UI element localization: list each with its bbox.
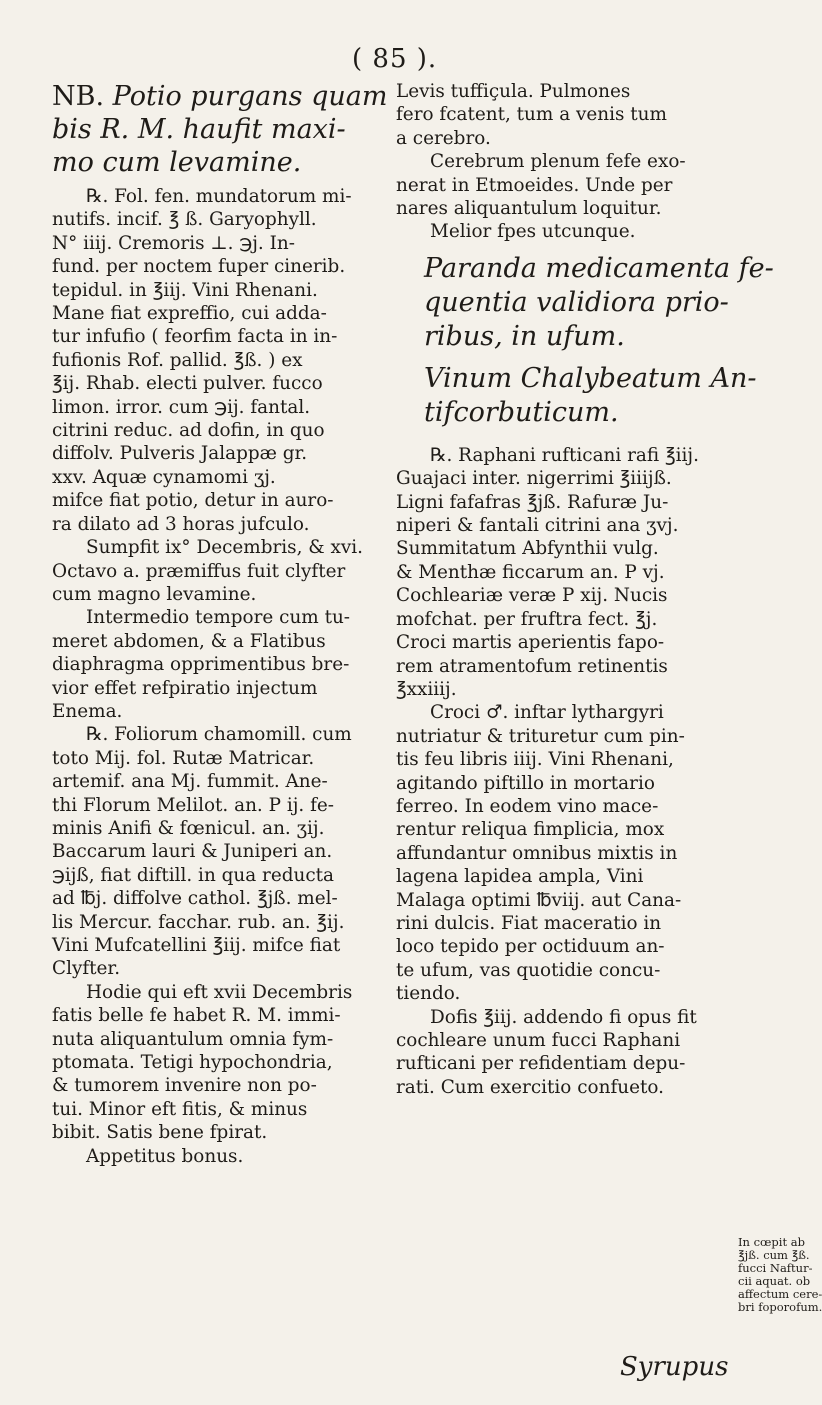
text-line: ferreo. In eodem vino mace- (396, 795, 659, 817)
heading-line: bis R. M. haufit maxi- (52, 114, 346, 145)
text-line: Cochleariæ veræ P xij. Nucis (396, 585, 668, 607)
text-line: Clyfter. (52, 958, 121, 980)
note-line: ℥jß. cum ℥ß. (738, 1248, 810, 1262)
text-line: ℈ijß, fiat diftill. in qua reducta (52, 864, 335, 886)
text-line: bibit. Satis bene fpirat. (52, 1122, 268, 1144)
text-line: diaphragma opprimentibus bre- (52, 654, 350, 676)
text-line: fund. per noctem fuper cinerib. (52, 256, 346, 278)
text-line: ℞. Fol. fen. mundatorum mi- (86, 186, 352, 207)
text-line: Intermedio tempore cum tu- (86, 607, 351, 629)
text-line: ptomata. Tetigi hypochondria, (52, 1052, 333, 1074)
text-line: ℥ij. Rhab. electi pulver. fucco (52, 373, 323, 395)
heading-line: Potio purgans quam (112, 81, 388, 112)
text-line: ℞. Raphani rufticani rafi ℥iij. (430, 444, 699, 466)
paragraph-tussicula (396, 80, 726, 150)
page-number: ( 85 ). (352, 44, 438, 74)
text-line: fatis belle fe habet R. M. immi- (52, 1005, 341, 1027)
heading-line: quentia validiora prio- (424, 286, 729, 318)
heading-line: tifcorbuticum. (424, 396, 619, 428)
text-line: lis Mercur. facchar. rub. an. ℥ij. (52, 911, 345, 933)
text-line: meret abdomen, & a Flatibus (52, 630, 326, 652)
note-line: fucci Naftur- (738, 1261, 813, 1275)
section-heading-paranda (396, 252, 774, 354)
text-line: Dofis ℥iij. addendo fi opus fit (430, 1006, 697, 1028)
margin-note (738, 1235, 822, 1314)
note-line: In cœpit ab (738, 1235, 805, 1249)
text-line: ra dilato ad 3 horas jufculo. (52, 513, 310, 535)
text-line: mifce fiat potio, detur in auro- (52, 490, 334, 512)
text-line: rufticani per refidentiam depu- (396, 1053, 686, 1075)
note-line: bri foporofum. (738, 1300, 822, 1314)
text-line: loco tepido per octiduum an- (396, 936, 665, 958)
text-line: tis feu libris iiij. Vini Rhenani, (396, 749, 674, 771)
text-line: affundantur omnibus mixtis in (396, 842, 678, 864)
heading-line: mo cum levamine. (52, 147, 302, 178)
paragraph-intermedio (52, 606, 382, 723)
text-line: agitando piftillo in mortario (396, 772, 655, 794)
text-line: thi Florum Melilot. an. P ij. fe- (52, 794, 335, 816)
paragraph-enema-recipe (52, 723, 382, 980)
text-line: cochleare unum fucci Raphani (396, 1030, 681, 1051)
text-line: Guajaci inter. nigerrimi ℥iiijß. (396, 468, 672, 490)
text-line: lagena lapidea ampla, Vini (396, 866, 644, 888)
text-line: Octavo a. præmiffus fuit clyfter (52, 560, 346, 582)
text-line: rem atramentofum retinentis (396, 655, 668, 677)
text-line: toto Mij. fol. Rutæ Matricar. (52, 747, 315, 769)
section-heading-vinum (396, 362, 757, 430)
text-line: nares aliquantulum loquitur. (396, 198, 662, 220)
text-line: ℥xxiiij. (396, 678, 457, 700)
text-line: mofchat. per fruftra fect. ℥j. (396, 608, 658, 630)
text-line: fufionis Rof. pallid. ℥ß. ) ex (52, 349, 303, 371)
text-line: Hodie qui eft xvii Decembris (86, 981, 353, 1003)
text-line: fero fcatent, tum a venis tum (396, 104, 667, 126)
text-line: Enema. (52, 700, 123, 722)
text-line: nuta aliquantulum omnia fym- (52, 1028, 334, 1050)
text-line: ℞. Foliorum chamomill. cum (86, 724, 352, 746)
right-column (396, 80, 774, 1099)
text-line: Ligni fafafras ℥jß. Rafuræ Ju- (396, 491, 669, 513)
text-line: te ufum, vas quotidie concu- (396, 959, 661, 981)
text-line: niperi & fantali citrini ana ʒvj. (396, 515, 679, 537)
text-line: tur infufio ( feorfim facta in in- (52, 326, 338, 348)
text-line: rati. Cum exercitio confueto. (396, 1076, 664, 1098)
text-line: nutriatur & trituretur cum pin- (396, 725, 685, 747)
text-line: Melior fpes utcunque. (430, 221, 636, 243)
text-line: Malaga optimi ℔viij. aut Cana- (396, 889, 682, 911)
text-line: Baccarum lauri & Juniperi an. (52, 841, 333, 863)
text-line: & tumorem invenire non po- (52, 1075, 317, 1097)
text-line: tiendo. (396, 983, 461, 1005)
text-line: cum magno levamine. (52, 583, 257, 605)
text-line: artemif. ana Mj. fummit. Ane- (52, 771, 328, 793)
heading-line: ribus, in ufum. (424, 320, 625, 352)
paragraph-dosis (396, 1006, 726, 1100)
text-line: rentur reliqua fimplicia, mox (396, 819, 665, 841)
text-line: ad ℔j. diffolve cathol. ℥jß. mel- (52, 888, 338, 910)
note-line: cii aquat. ob (738, 1274, 811, 1288)
text-line: Appetitus bonus. (86, 1145, 244, 1167)
text-line: Sumpfit ix° Decembris, & xvi. (86, 537, 363, 559)
heading-line: Paranda medicamenta fe- (424, 252, 774, 284)
text-line: vior effet refpiratio injectum (52, 677, 318, 699)
text-line: limon. irror. cum ℈ij. fantal. (52, 396, 311, 418)
recipe-heading (52, 80, 388, 179)
text-line: Summitatum Abfynthii vulg. (396, 538, 659, 560)
text-line: Croci martis aperientis fapo- (396, 632, 665, 654)
paragraph-croci (396, 701, 726, 1005)
text-line: rini dulcis. Fiat maceratio in (396, 912, 662, 934)
text-line: minis Anifi & fœnicul. an. ʒij. (52, 817, 325, 839)
paragraph-prescription (52, 185, 382, 536)
text-line: a cerebro. (396, 127, 491, 149)
heading-line: Vinum Chalybeatum An- (424, 362, 757, 394)
text-line: N° iiij. Cremoris ⊥. ℈j. In- (52, 232, 295, 254)
text-line: Vini Mufcatellini ℥iij. mifce fiat (52, 935, 341, 956)
note-line: affectum cere- (738, 1287, 822, 1301)
text-line: Mane fiat expreffio, cui adda- (52, 303, 327, 325)
paragraph-sumpsit (52, 536, 382, 606)
paragraph-raphani-recipe (396, 444, 726, 701)
text-line: Cerebrum plenum fefe exo- (430, 151, 686, 173)
text-line: tui. Minor eft fitis, & minus (52, 1098, 308, 1120)
text-line: citrini reduc. ad dofin, in quo (52, 420, 325, 442)
text-line: nerat in Etmoeides. Unde per (396, 174, 673, 196)
paragraph-cerebrum (396, 150, 726, 244)
text-line: nutifs. incif. ℥ ß. Garyophyll. (52, 209, 317, 231)
text-line: tepidul. in ℥iij. Vini Rhenani. (52, 279, 318, 301)
text-line: & Menthæ ficcarum an. P vj. (396, 561, 665, 583)
paragraph-hodie (52, 981, 382, 1168)
nb-label: NB. (52, 81, 105, 112)
text-line: xxv. Aquæ cynamomi ʒj. (52, 466, 276, 488)
text-line: Croci ♂. inftar lythargyri (430, 702, 664, 724)
text-line: diffolv. Pulveris Jalappæ gr. (52, 443, 308, 465)
catchword: Syrupus (620, 1352, 729, 1382)
text-line: Levis tuffiçula. Pulmones (396, 81, 631, 102)
left-column (52, 80, 388, 1168)
